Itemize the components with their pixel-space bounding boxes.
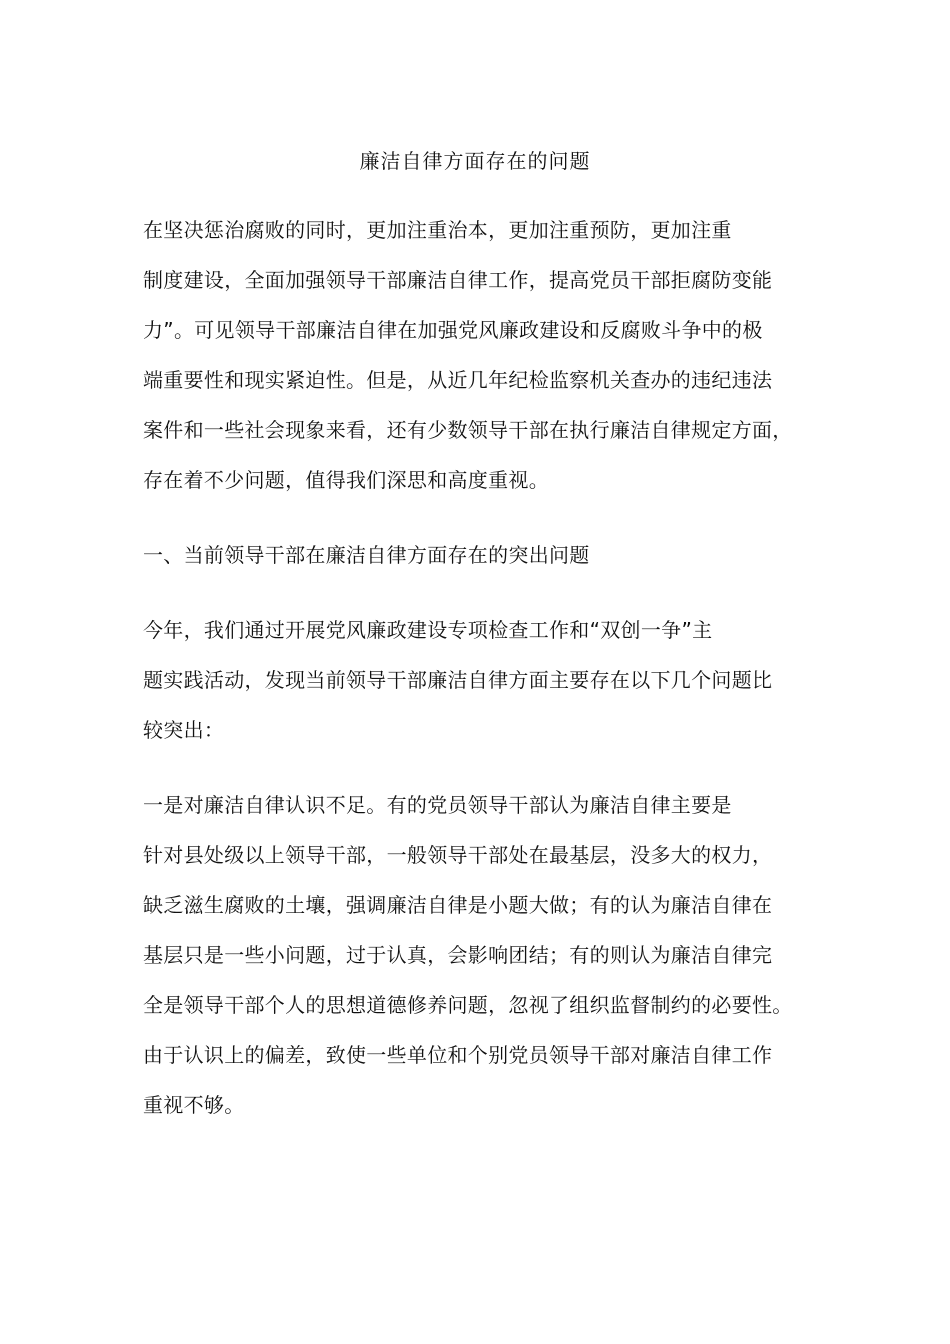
paragraph-line: 制度建设，全面加强领导干部廉洁自律工作，提高党员干部拒腐防变能 xyxy=(143,268,773,292)
paragraph-line: 存在着不少问题，值得我们深思和高度重视。 xyxy=(143,468,549,492)
paragraph-line: 一是对廉洁自律认识不足。有的党员领导干部认为廉洁自律主要是 xyxy=(143,793,732,817)
paragraph-line: 在坚决惩治腐败的同时，更加注重治本，更加注重预防，更加注重 xyxy=(143,218,732,242)
paragraph-line: 端重要性和现实紧迫性。但是，从近几年纪检监察机关查办的违纪违法 xyxy=(143,368,773,392)
paragraph-intro xyxy=(143,205,823,505)
section-heading-text: 一、当前领导干部在廉洁自律方面存在的突出问题 xyxy=(143,543,590,567)
paragraph-overview xyxy=(143,605,823,755)
paragraph-line: 题实践活动，发现当前领导干部廉洁自律方面主要存在以下几个问题比 xyxy=(143,668,773,692)
document-title: 廉洁自律方面存在的问题 xyxy=(359,149,591,173)
paragraph-line: 缺乏滋生腐败的土壤，强调廉洁自律是小题大做；有的认为廉洁自律在 xyxy=(143,893,773,917)
section-heading xyxy=(143,530,823,580)
paragraph-line: 重视不够。 xyxy=(143,1093,245,1117)
paragraph-point-one xyxy=(143,780,823,1130)
paragraph-line: 全是领导干部个人的思想道德修养问题，忽视了组织监督制约的必要性。 xyxy=(143,993,793,1017)
paragraph-line: 力”。可见领导干部廉洁自律在加强党风廉政建设和反腐败斗争中的极 xyxy=(143,318,763,342)
paragraph-line: 基层只是一些小问题，过于认真，会影响团结；有的则认为廉洁自律完 xyxy=(143,943,773,967)
paragraph-line: 较突出： xyxy=(143,718,225,742)
paragraph-line: 针对县处级以上领导干部，一般领导干部处在最基层，没多大的权力， xyxy=(143,843,773,867)
paragraph-line: 今年，我们通过开展党风廉政建设专项检查工作和“双创一争”主 xyxy=(143,618,713,642)
paragraph-line: 由于认识上的偏差，致使一些单位和个别党员领导干部对廉洁自律工作 xyxy=(143,1043,773,1067)
paragraph-line: 案件和一些社会现象来看，还有少数领导干部在执行廉洁自律规定方面， xyxy=(143,418,793,442)
